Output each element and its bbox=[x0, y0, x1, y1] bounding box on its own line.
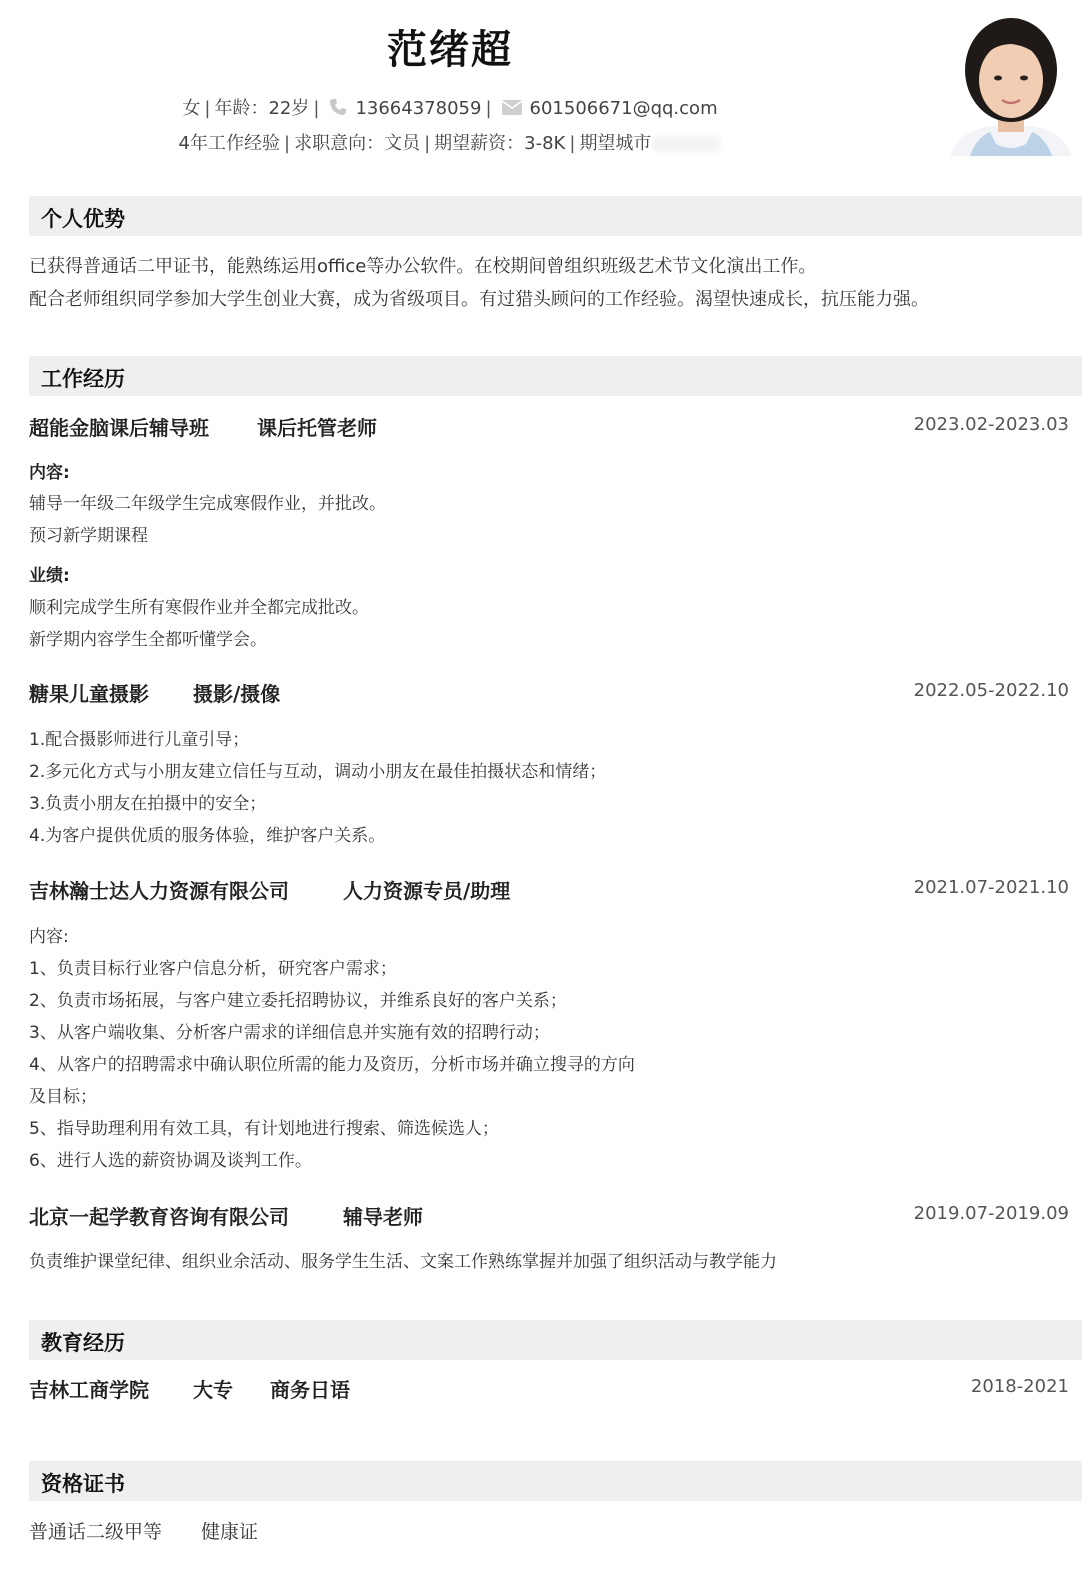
job-date: 2022.05-2022.10 bbox=[913, 680, 1069, 701]
job-intention: 求职意向：文员 bbox=[294, 133, 421, 154]
job-company: 北京一起学教育咨询有限公司 bbox=[29, 1205, 289, 1229]
job-role: 课后托管老师 bbox=[257, 416, 377, 440]
job-header bbox=[29, 412, 1069, 442]
certificate-row bbox=[29, 1517, 1069, 1547]
job-detail-line: 1、负责目标行业客户信息分析，研究客户需求； bbox=[29, 959, 397, 979]
separator: | bbox=[424, 133, 431, 154]
job-detail-line: 及目标； bbox=[29, 1087, 97, 1107]
section-work-experience bbox=[29, 356, 1082, 396]
job-company: 糖果儿童摄影 bbox=[29, 682, 149, 706]
job-company: 吉林瀚士达人力资源有限公司 bbox=[29, 879, 289, 903]
job-detail-line: 6、进行人选的薪资协调及谈判工作。 bbox=[29, 1151, 312, 1171]
job-role: 辅导老师 bbox=[343, 1205, 423, 1229]
job-detail-line: 3.负责小朋友在拍摄中的安全； bbox=[29, 794, 267, 814]
job-detail-line: 4、从客户的招聘需求中确认职位所需的能力及资历，分析市场并确立搜寻的方向 bbox=[29, 1055, 635, 1075]
content-label: 内容: bbox=[29, 927, 69, 947]
separator: | bbox=[313, 98, 320, 119]
expected-salary: 期望薪资：3-8K bbox=[434, 133, 566, 154]
school-name: 吉林工商学院 bbox=[29, 1378, 149, 1402]
expected-city: 期望城市 bbox=[579, 133, 652, 154]
section-title: 工作经历 bbox=[41, 367, 125, 391]
email-address: 601506671@qq.com bbox=[529, 98, 718, 119]
blurred-city-value bbox=[651, 136, 721, 152]
job-role: 摄影/摄像 bbox=[193, 682, 281, 706]
mail-icon bbox=[502, 99, 522, 120]
section-personal-advantages bbox=[29, 196, 1082, 236]
degree: 大专 bbox=[193, 1378, 233, 1402]
job-company: 超能金脑课后辅导班 bbox=[29, 416, 209, 440]
major: 商务日语 bbox=[270, 1378, 350, 1402]
job-detail-line: 顺利完成学生所有寒假作业并全都完成批改。 bbox=[29, 598, 369, 618]
job-detail-line: 4.为客户提供优质的服务体验，维护客户关系。 bbox=[29, 826, 386, 846]
job-header bbox=[29, 875, 1069, 905]
resume-header bbox=[0, 0, 1092, 170]
certificate-item: 健康证 bbox=[201, 1521, 259, 1543]
job-detail-line: 5、指导助理利用有效工具，有计划地进行搜索、筛选候选人； bbox=[29, 1119, 499, 1139]
job-detail-line: 新学期内容学生全都听懂学会。 bbox=[29, 630, 267, 650]
work-experience: 4年工作经验 bbox=[178, 133, 280, 154]
section-title: 个人优势 bbox=[41, 207, 125, 231]
job-role: 人力资源专员/助理 bbox=[343, 879, 511, 903]
job-detail-line: 3、从客户端收集、分析客户需求的详细信息并实施有效的招聘行动； bbox=[29, 1023, 550, 1043]
content-label: 内容: bbox=[29, 463, 70, 483]
job-intent-line bbox=[0, 129, 900, 155]
job-header bbox=[29, 1201, 1069, 1231]
separator: | bbox=[485, 98, 492, 119]
phone-number: 13664378059 bbox=[355, 98, 482, 119]
certificate-item: 普通话二级甲等 bbox=[29, 1521, 163, 1543]
separator: | bbox=[284, 133, 291, 154]
avatar bbox=[940, 14, 1082, 156]
education-row bbox=[29, 1374, 1069, 1404]
job-date: 2019.07-2019.09 bbox=[913, 1203, 1069, 1224]
age: 年龄：22岁 bbox=[214, 98, 310, 119]
basic-info-line bbox=[0, 94, 900, 121]
job-date: 2023.02-2023.03 bbox=[913, 414, 1069, 435]
advantage-line: 已获得普通话二甲证书，能熟练运用office等办公软件。在校期间曾组织班级艺术节文化演出工作。 bbox=[29, 256, 817, 277]
job-detail-line: 负责维护课堂纪律、组织业余活动、服务学生生活、文案工作熟练掌握并加强了组织活动与教学能力 bbox=[29, 1252, 777, 1272]
job-detail-line: 1.配合摄影师进行儿童引导； bbox=[29, 730, 250, 750]
candidate-name: 范绪超 bbox=[387, 27, 513, 73]
section-certificates bbox=[29, 1461, 1082, 1501]
job-date: 2021.07-2021.10 bbox=[913, 877, 1069, 898]
separator: | bbox=[204, 98, 211, 119]
advantage-line: 配合老师组织同学参加大学生创业大赛，成为省级项目。有过猎头顾问的工作经验。渴望快速成长，抗压能力强。 bbox=[29, 289, 929, 310]
job-header bbox=[29, 678, 1069, 708]
job-detail-line: 2.多元化方式与小朋友建立信任与互动，调动小朋友在最佳拍摄状态和情绪； bbox=[29, 762, 607, 782]
phone-icon bbox=[329, 98, 347, 121]
section-title: 资格证书 bbox=[41, 1472, 125, 1496]
separator: | bbox=[569, 133, 576, 154]
job-detail-line: 辅导一年级二年级学生完成寒假作业，并批改。 bbox=[29, 494, 386, 514]
result-label: 业绩: bbox=[29, 566, 70, 586]
section-education bbox=[29, 1320, 1082, 1360]
job-detail-line: 预习新学期课程 bbox=[29, 526, 148, 546]
job-detail-line: 2、负责市场拓展，与客户建立委托招聘协议，并维系良好的客户关系； bbox=[29, 991, 567, 1011]
gender: 女 bbox=[182, 98, 201, 119]
education-date: 2018-2021 bbox=[970, 1376, 1069, 1397]
section-title: 教育经历 bbox=[41, 1331, 125, 1355]
